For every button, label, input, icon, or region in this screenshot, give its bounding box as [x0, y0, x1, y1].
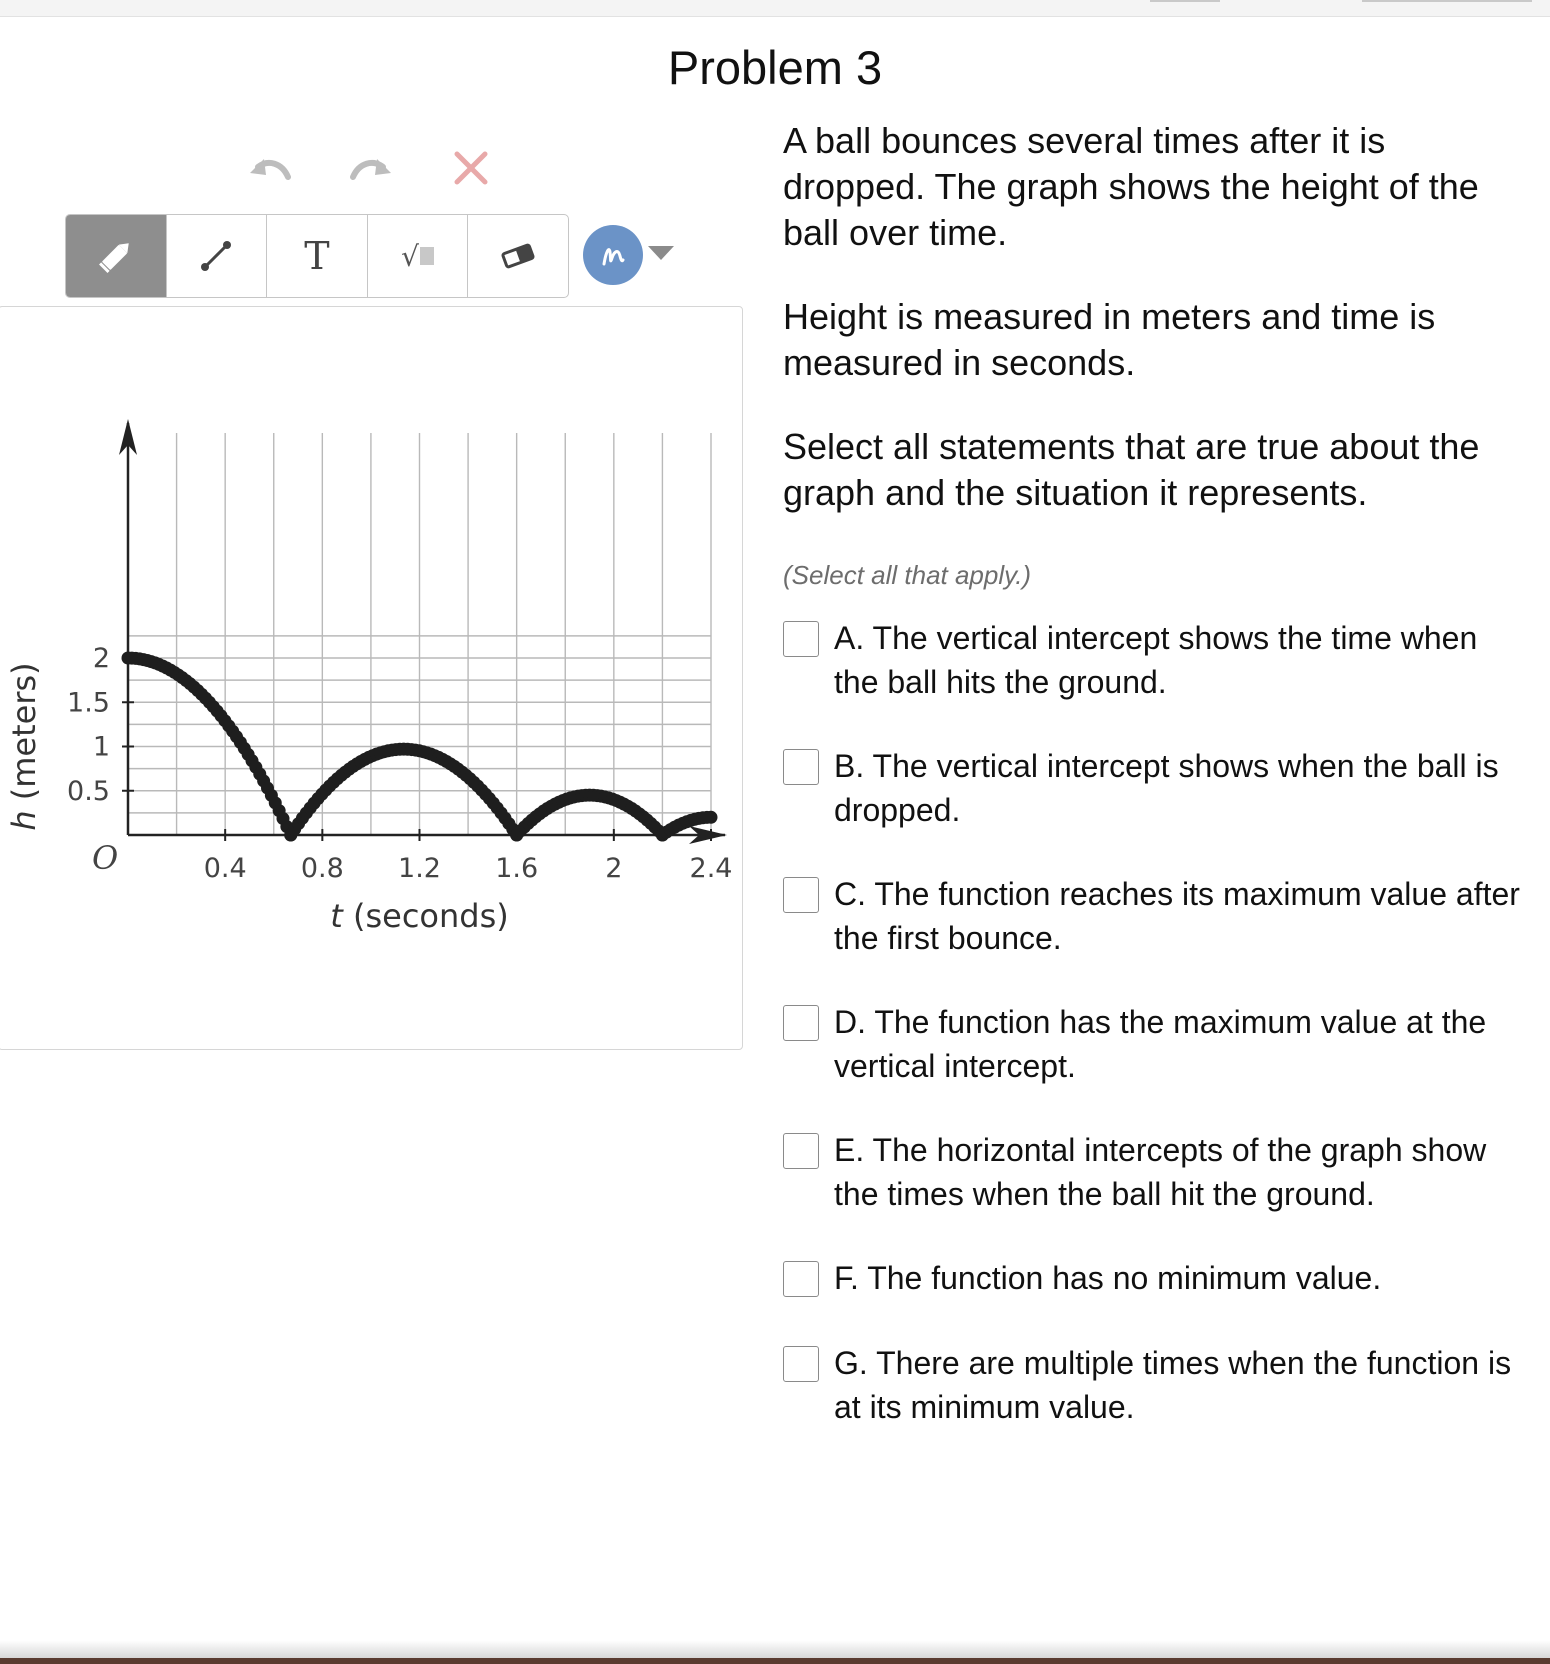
x-axis-unit: (seconds) [342, 897, 509, 935]
option-e-text: E. The horizontal intercepts of the graph show the times when the ball hit the ground. [834, 1132, 1487, 1212]
desktop-edge [0, 1658, 1550, 1664]
question-paragraph-3: Select all statements that are true about the graph and the situation it represents. [783, 426, 1480, 513]
x-axis-variable: t [330, 897, 343, 935]
question-paragraph-1: A ball bounces several times after it is dropped. The graph shows the height of the ball over time. [783, 120, 1479, 253]
option-c[interactable] [783, 872, 1533, 960]
top-bar-tab-marker [1362, 0, 1532, 2]
chart-grid [128, 433, 711, 835]
redo-button[interactable] [345, 143, 395, 193]
select-all-hint: (Select all that apply.) [783, 560, 1032, 590]
option-b-checkbox[interactable] [783, 749, 819, 785]
data-point [705, 811, 718, 824]
sqrt-icon [401, 240, 434, 273]
eraser-icon [498, 236, 538, 276]
top-bar-tab-marker [1150, 0, 1220, 2]
question-paragraph-2: Height is measured in meters and time is measured in seconds. [783, 296, 1436, 383]
option-a-text: A. The vertical intercept shows the time when the ball hits the ground. [834, 620, 1478, 700]
pen-color-button[interactable] [583, 225, 643, 285]
option-d-checkbox[interactable] [783, 1005, 819, 1041]
option-f[interactable] [783, 1256, 1533, 1300]
x-tick-label: 1.2 [398, 853, 441, 884]
x-tick-label: 0.8 [300, 853, 344, 884]
drawing-canvas[interactable] [0, 306, 743, 1050]
y-tick-label: 1 [92, 731, 110, 763]
clear-button[interactable] [446, 143, 496, 193]
y-tick-label: 0.5 [67, 775, 110, 807]
sqrt-placeholder-box [420, 247, 434, 265]
option-b-text: B. The vertical intercept shows when the ball is dropped. [834, 748, 1499, 828]
pencil-icon [96, 236, 136, 276]
tool-pencil[interactable] [66, 215, 167, 297]
y-axis-variable: h [5, 810, 43, 831]
option-g-checkbox[interactable] [783, 1346, 819, 1382]
browser-top-bar [0, 0, 1550, 17]
undo-button[interactable] [246, 143, 296, 193]
tool-line[interactable] [167, 215, 268, 297]
drawing-toolbar [65, 214, 569, 298]
option-b[interactable] [783, 744, 1533, 832]
bounce-graph [0, 307, 742, 1049]
undo-icon [248, 151, 294, 185]
y-tick-label: 1.5 [67, 687, 110, 719]
question-prompt [783, 118, 1528, 516]
tool-text[interactable] [267, 215, 368, 297]
redo-icon [347, 151, 393, 185]
tool-math[interactable] [368, 215, 469, 297]
y-tick-label: 2 [92, 643, 110, 674]
option-d[interactable] [783, 1000, 1533, 1088]
y-axis-label [5, 662, 43, 830]
x-tick-label: 0.4 [203, 853, 247, 884]
option-e-checkbox[interactable] [783, 1133, 819, 1169]
chart-labels [5, 643, 732, 935]
option-f-text: F. The function has no minimum value. [834, 1260, 1382, 1296]
option-a[interactable] [783, 616, 1533, 704]
option-f-checkbox[interactable] [783, 1261, 819, 1297]
chart-axes [119, 419, 727, 844]
y-axis-unit: (meters) [5, 662, 43, 811]
option-c-text: C. The function reaches its maximum value after the first bounce. [834, 876, 1520, 956]
option-c-checkbox[interactable] [783, 877, 819, 913]
text-tool-glyph: T [304, 234, 330, 278]
option-a-checkbox[interactable] [783, 621, 819, 657]
close-icon [451, 148, 491, 188]
origin-label: O [92, 839, 119, 877]
scribble-icon [596, 238, 630, 272]
x-tick-label: 1.6 [495, 853, 539, 884]
option-g-text: G. There are multiple times when the function is at its minimum value. [834, 1345, 1512, 1425]
option-e[interactable] [783, 1128, 1533, 1216]
x-tick-label: 2 [605, 853, 623, 884]
tool-eraser[interactable] [468, 215, 568, 297]
x-axis-label [330, 897, 508, 935]
page-title: Problem 3 [667, 41, 883, 94]
line-icon [196, 236, 236, 276]
option-g[interactable] [783, 1341, 1533, 1429]
option-d-text: D. The function has the maximum value at the vertical intercept. [834, 1004, 1487, 1084]
chevron-down-icon[interactable] [648, 246, 674, 260]
sqrt-glyph: √ [401, 239, 419, 273]
x-tick-label: 2.4 [689, 853, 733, 884]
